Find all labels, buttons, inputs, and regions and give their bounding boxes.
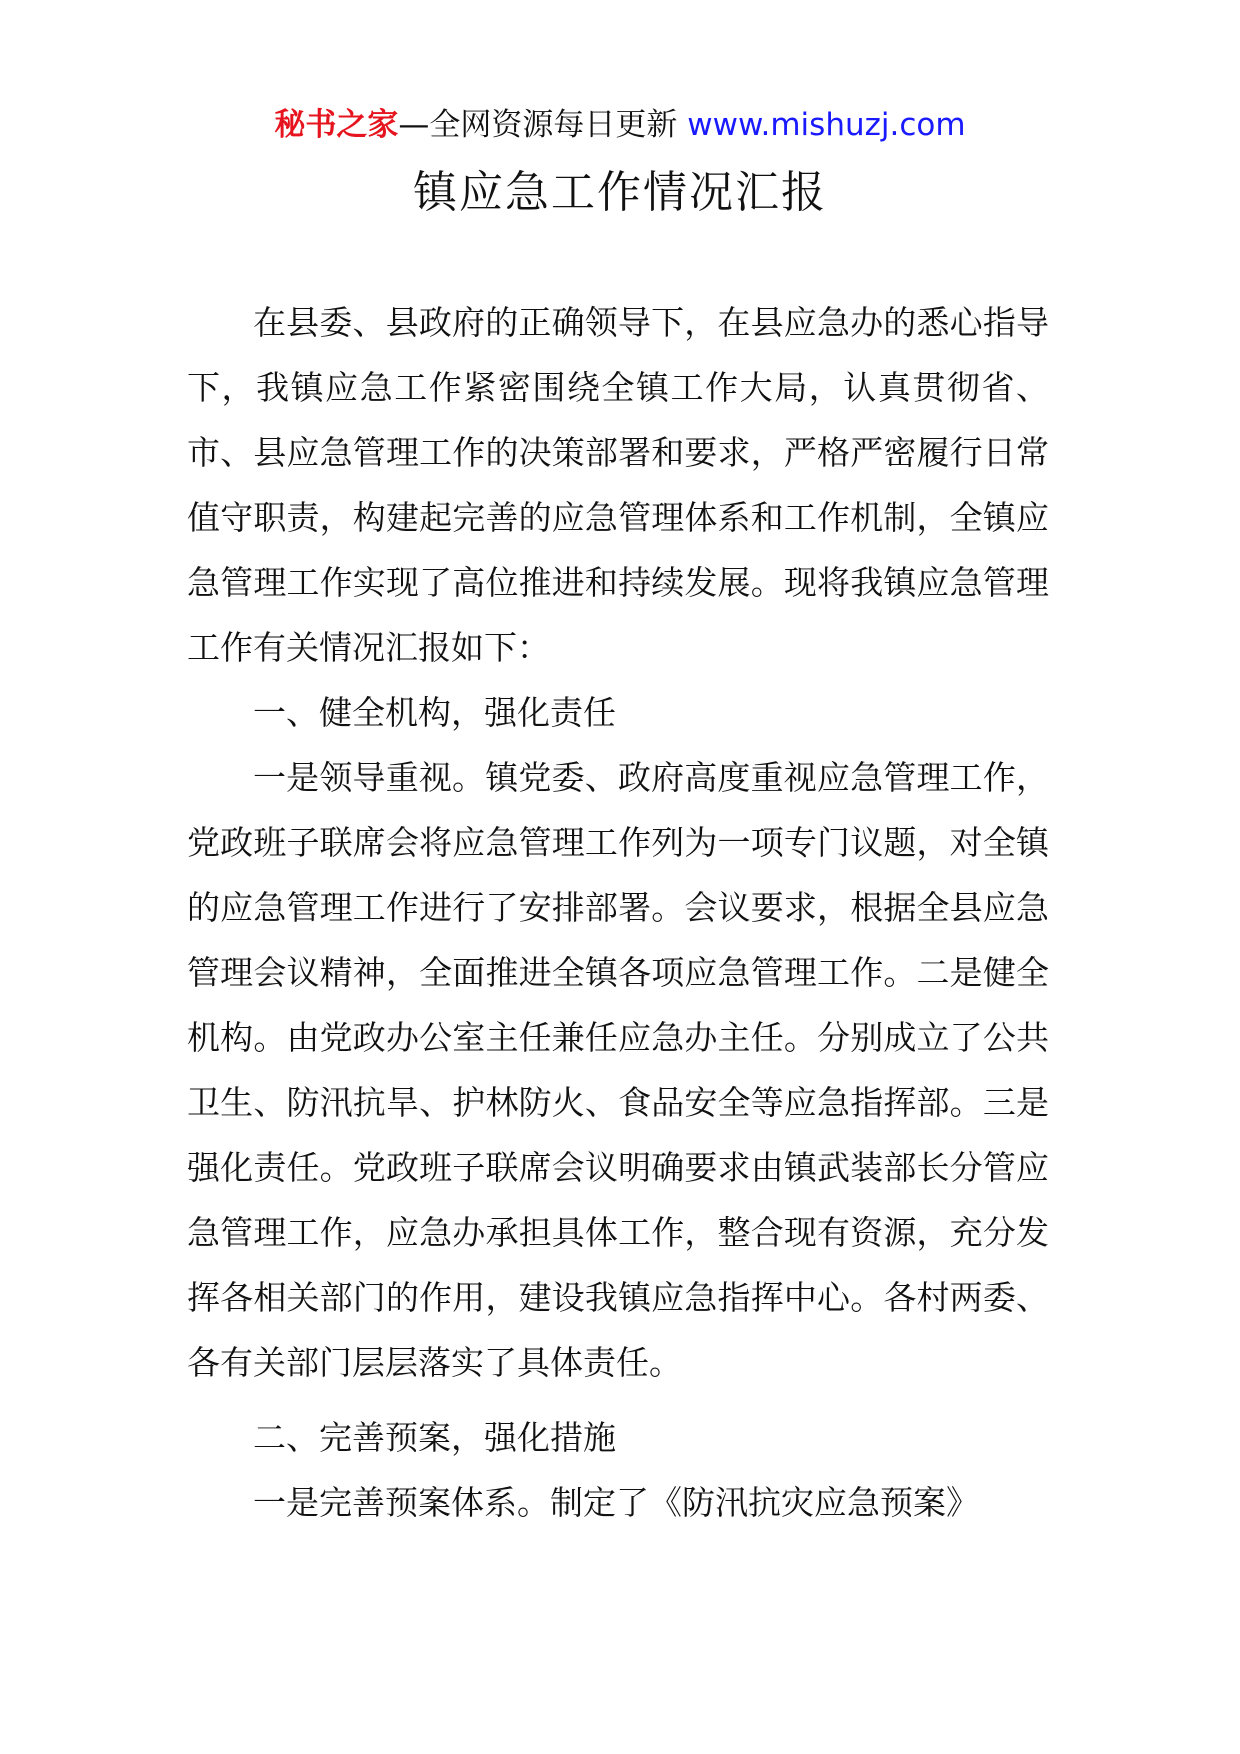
- banner-slogan: —全网资源每日更新: [398, 107, 678, 143]
- document-title: 镇应急工作情况汇报: [413, 167, 827, 218]
- brand-name: 秘书之家: [274, 107, 399, 143]
- site-url-link[interactable]: www.mishuzj.com: [687, 107, 966, 143]
- section-1-paragraph: 一是领导重视。镇党委、政府高度重视应急管理工作，党政班子联席会将应急管理工作列为一项专门议题，对全镇的应急管理工作进行了安排部署。会议要求，根据全县应急管理会议精神，全面推进全镇各项应急管理工作。二是健全机构。由党政办公室主任兼任应急办主任。分别成立了公共卫生、防汛抗旱、护林防火、食品安全等应急指挥部。三是强化责任。党政班子联席会议明确要求由镇武装部长分管应急管理工作，应急办承担具体工作，整合现有资源，充分发挥各相关部门的作用，建设我镇应急指挥中心。各村两委、各有关部门层层落实了具体责任。: [187, 758, 1049, 1382]
- section-heading-1: 一、健全机构，强化责任: [253, 693, 616, 732]
- document-body: [187, 290, 1049, 1535]
- section-2-paragraph: 一是完善预案体系。制定了《防汛抗灾应急预案》: [253, 1483, 979, 1522]
- section-heading-2: 二、完善预案，强化措施: [253, 1418, 616, 1457]
- section-gap: [187, 1395, 1049, 1405]
- site-banner: [0, 103, 1240, 147]
- intro-paragraph: 在县委、县政府的正确领导下，在县应急办的悉心指导下，我镇应急工作紧密围绕全镇工作大局，认真贯彻省、市、县应急管理工作的决策部署和要求，严格严密履行日常值守职责，构建起完善的应急管理体系和工作机制，全镇应急管理工作实现了高位推进和持续发展。现将我镇应急管理工作有关情况汇报如下：: [187, 303, 1049, 667]
